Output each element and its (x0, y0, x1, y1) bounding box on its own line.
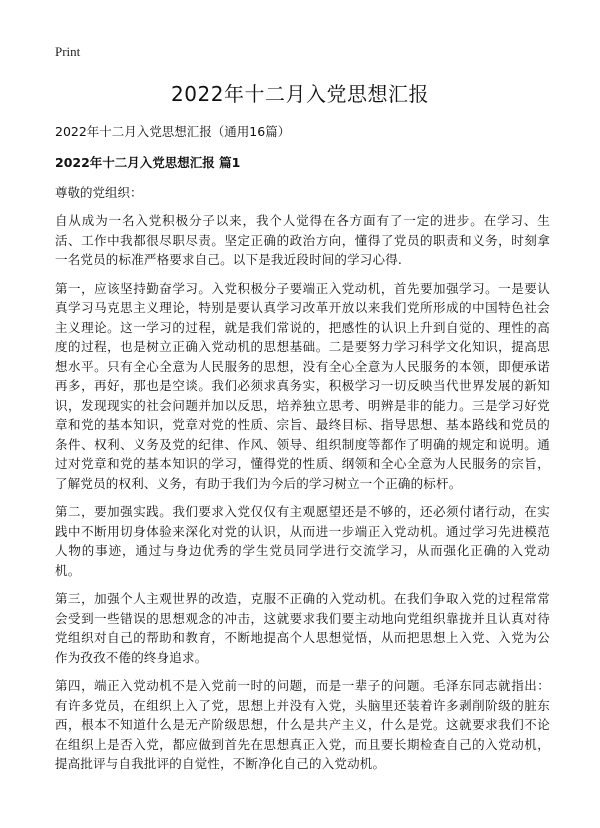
document-body (55, 211, 550, 783)
paragraph-third-point: 第三，加强个人主观世界的改造，克服不正确的入党动机。在我们争取入党的过程常常会受到一些错误的思想观念的冲击，这就要求我们要主动地向党组织靠拢并且认真对待党组织对自己的帮助和教育，不断地提高个人思想觉悟，从而把思想上入党、入党为公作为孜孜不倦的终身追求。 (55, 591, 550, 665)
paragraph-intro: 自从成为一名入党积极分子以来，我个人觉得在各方面有了一定的进步。在学习、生活、工作中我都很尽职尽责。坚定正确的政治方向，懂得了党员的职责和义务，时刻拿一名党员的标准严格要求自己。以下是我近段时间的学习心得. (55, 213, 550, 267)
paragraph-first-point: 第一，应该坚持勤奋学习。入党积极分子要端正入党动机，首先要加强学习。一是要认真学习马克思主义理论，特别是要认真学习改革开放以来我们党所形成的中国特色社会主义理论。这一学习的过程，就是我们常说的，把感性的认识上升到自觉的、理性的高度的过程，也是树立正确入党动机的思想基础。二是要努力学习科学文化知识，提高思想水平。只有全心全意为人民服务的思想，没有全心全意为人民服务的本领，即便承诺再多，再好，那也是空谈。我们必须求真务实，积极学习一切反映当代世界发展的新知识，发现现实的社会问题并加以反思，培养独立思考、明辨是非的能力。三是学习好党章和党的基本知识，党章对党的性质、宗旨、最终目标、指导思想、基本路线和党员的条件、权利、义务及党的纪律、作风、领导、组织制度等都作了明确的规定和说明。通过对党章和党的基本知识的学习，懂得党的性质、纲领和全心全意为人民服务的宗旨，了解党员的权利、义务，有助于我们为今后的学习树立一个正确的标杆。 (55, 280, 550, 491)
paragraph-second-point: 第二，要加强实践。我们要求入党仅仅有主观愿望还是不够的，还必须付诸行动，在实践中不断用切身体验来深化对党的认识，从而进一步端正入党动机。通过学习先进模范人物的事迹，通过与身边优秀的学生党员同学进行交流学习，从而强化正确的入党动机。 (55, 504, 550, 578)
section-heading: 2022年十二月入党思想汇报 篇1 (55, 155, 241, 170)
greeting: 尊敬的党组织： (55, 185, 143, 200)
page-title: 2022年十二月入党思想汇报 (171, 82, 429, 106)
document-subtitle: 2022年十二月入党思想汇报（通用16篇） (55, 124, 291, 139)
paragraph-fourth-point: 第四，端正入党动机不是入党前一时的问题，而是一辈子的问题。毛泽东同志就指出：有许多党员，在组织上入了党，思想上并没有入党，头脑里还装着许多剥削阶级的脏东西，根本不知道什么是无产阶级思想，什么是共产主义，什么是党。这就要求我们不论在组织上是否入党，都应做到首先在思想真正入党，而且要长期检查自己的入党动机，提高批评与自我批评的自觉性，不断净化自己的入党动机。 (55, 678, 550, 771)
print-link[interactable]: Print (55, 44, 81, 59)
